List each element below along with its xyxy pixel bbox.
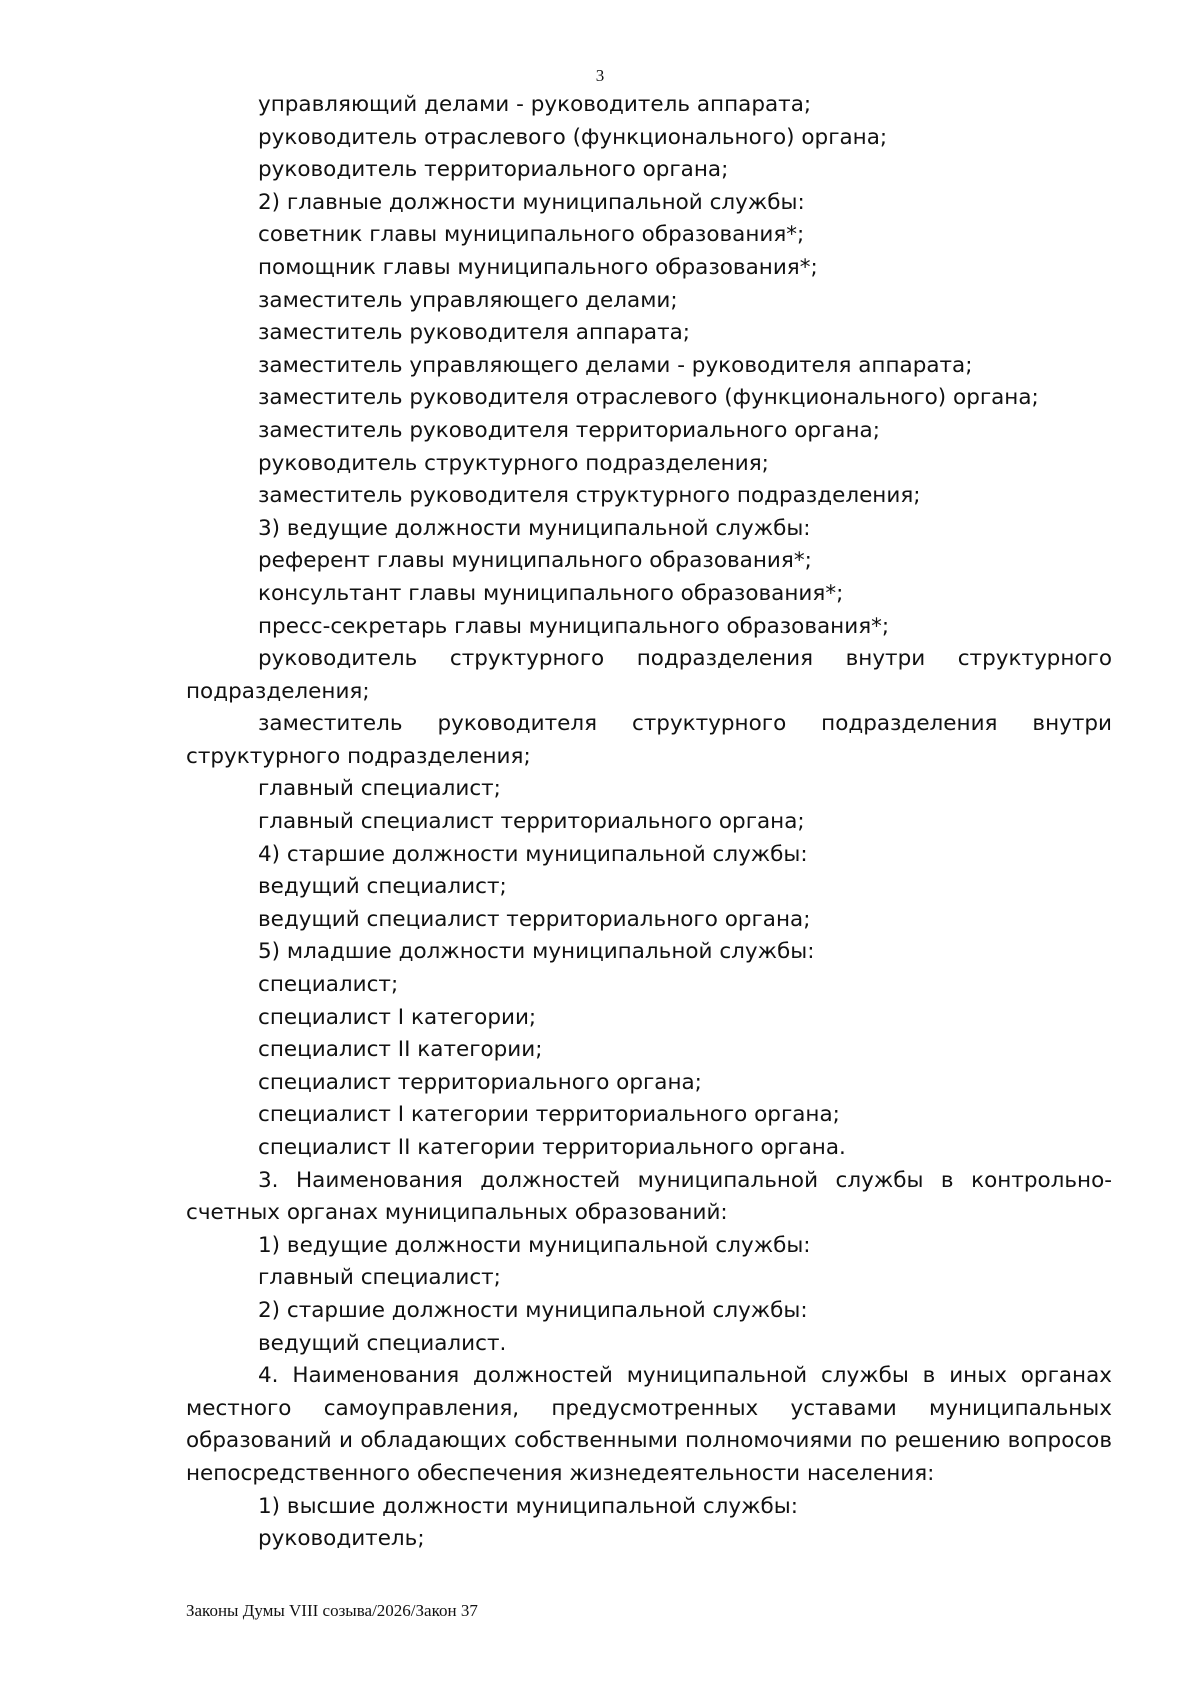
text-line: руководитель территориального органа;	[258, 157, 729, 183]
section-paragraph: 4. Наименования должностей муниципальной службы в иных органах местного самоуправления, предусмотренных уставами муниципальных образований и обладающих собственными полномочиями по решению вопросов непосредственного обеспечения жизнедеятельности населения:	[186, 1363, 1112, 1486]
list-heading: 1) ведущие должности муниципальной службы:	[258, 1232, 811, 1258]
text-line: заместитель управляющего делами;	[258, 287, 678, 313]
section-paragraph: 3. Наименования должностей муниципальной службы в контрольно-счетных органах муниципальных образований:	[186, 1167, 1112, 1226]
text-line: специалист I категории территориального органа;	[258, 1102, 840, 1128]
text-line: специалист;	[258, 972, 399, 998]
list-heading: 2) главные должности муниципальной службы:	[258, 189, 805, 215]
text-line: управляющий делами - руководитель аппарата;	[258, 92, 812, 117]
text-line: пресс-секретарь главы муниципального образования*;	[258, 613, 890, 639]
text-line: руководитель структурного подразделения;	[258, 450, 769, 476]
text-line: заместитель управляющего делами - руководителя аппарата;	[258, 352, 973, 378]
text-line: ведущий специалист территориального органа;	[258, 906, 811, 932]
text-line: ведущий специалист.	[258, 1330, 507, 1356]
text-paragraph: заместитель руководителя структурного подразделения внутри структурного подразделения;	[186, 711, 1112, 769]
page-number: 3	[595, 66, 605, 85]
text-line: специалист территориального органа;	[258, 1069, 702, 1095]
list-heading: 4) старшие должности муниципальной службы:	[258, 841, 808, 867]
text-line: главный специалист;	[258, 776, 501, 802]
document-footer: Законы Думы VIII созыва/2026/Закон 37	[186, 1601, 478, 1620]
text-paragraph: руководитель структурного подразделения внутри структурного подразделения;	[186, 646, 1112, 704]
text-line: главный специалист территориального органа;	[258, 809, 805, 835]
text-line: главный специалист;	[258, 1265, 501, 1291]
text-line: советник главы муниципального образования*;	[258, 222, 805, 248]
list-heading: 5) младшие должности муниципальной службы:	[258, 939, 815, 965]
text-line: заместитель руководителя аппарата;	[258, 320, 691, 346]
list-heading: 1) высшие должности муниципальной службы:	[258, 1493, 798, 1519]
text-line: специалист II категории территориального органа.	[258, 1135, 846, 1160]
list-heading: 3) ведущие должности муниципальной службы:	[258, 515, 811, 541]
text-line: специалист I категории;	[258, 1004, 537, 1030]
text-line: ведущий специалист;	[258, 874, 507, 900]
text-line: заместитель руководителя структурного подразделения;	[258, 483, 921, 509]
text-line: руководитель отраслевого (функционального) органа;	[258, 124, 888, 150]
text-line: заместитель руководителя территориального органа;	[258, 417, 880, 443]
text-line: специалист II категории;	[258, 1037, 543, 1063]
text-line: консультант главы муниципального образования*;	[258, 580, 844, 606]
text-line: помощник главы муниципального образования*;	[258, 254, 818, 280]
list-heading: 2) старшие должности муниципальной службы:	[258, 1297, 808, 1323]
text-line: руководитель;	[258, 1526, 425, 1552]
text-line: заместитель руководителя отраслевого (функционального) органа;	[258, 385, 1039, 411]
text-line: референт главы муниципального образования*;	[258, 548, 812, 574]
document-body	[186, 89, 1112, 1556]
